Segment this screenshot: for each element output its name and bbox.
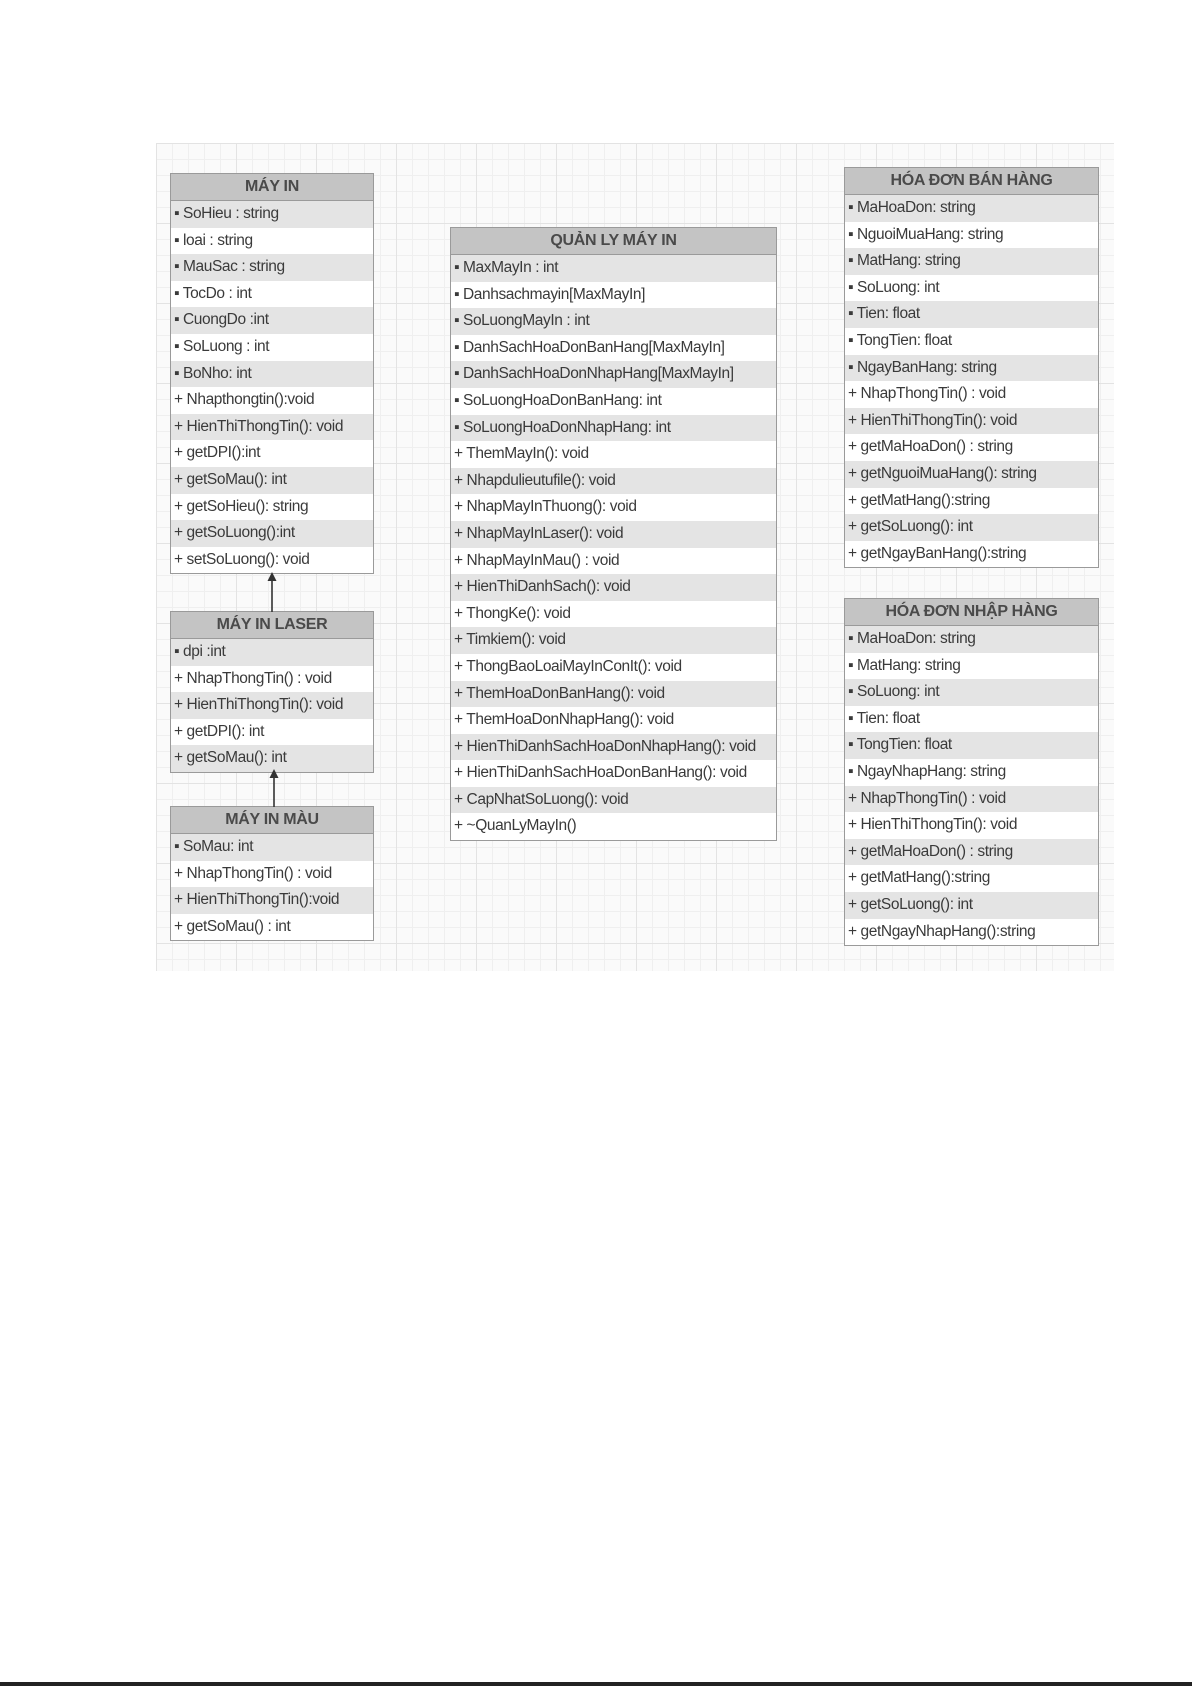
class-method: + HienThiThongTin(): void — [845, 812, 1098, 839]
class-attribute: ▪ DanhSachHoaDonNhapHang[MaxMayIn] — [451, 361, 776, 388]
class-method: + NhapThongTin() : void — [171, 666, 373, 693]
class-method: + HienThiDanhSachHoaDonNhapHang(): void — [451, 734, 776, 761]
class-attribute: ▪ SoLuongHoaDonNhapHang: int — [451, 415, 776, 442]
class-method: + getMatHang():string — [845, 488, 1098, 515]
class-hoa-don-ban-hang — [844, 167, 1099, 568]
class-method: + NhapMayInThuong(): void — [451, 494, 776, 521]
page-bottom-rule — [0, 1682, 1192, 1686]
class-method: + getSoLuong(): int — [845, 514, 1098, 541]
class-attribute: ▪ SoHieu : string — [171, 201, 373, 228]
class-method: + getSoLuong(): int — [845, 892, 1098, 919]
class-attribute: ▪ TongTien: float — [845, 328, 1098, 355]
class-method: + HienThiThongTin(): void — [171, 414, 373, 441]
class-title: MÁY IN LASER — [171, 612, 373, 639]
class-attribute: ▪ SoMau: int — [171, 834, 373, 861]
class-attribute: ▪ SoLuongMayIn : int — [451, 308, 776, 335]
class-method: + getMatHang():string — [845, 865, 1098, 892]
class-method: + NhapMayInLaser(): void — [451, 521, 776, 548]
class-method: + Nhapdulieutufile(): void — [451, 468, 776, 495]
class-method: + getDPI(): int — [171, 719, 373, 746]
class-attribute: ▪ TocDo : int — [171, 281, 373, 308]
inheritance-arrow-mau-to-laser — [264, 769, 284, 809]
class-title: HÓA ĐƠN NHẬP HÀNG — [845, 599, 1098, 626]
class-method: + ThemMayIn(): void — [451, 441, 776, 468]
class-method: + HienThiThongTin():void — [171, 887, 373, 914]
class-method: + getSoMau() : int — [171, 914, 373, 941]
class-method: + ThongBaoLoaiMayInConIt(): void — [451, 654, 776, 681]
class-hoa-don-nhap-hang — [844, 598, 1099, 946]
class-attribute: ▪ Tien: float — [845, 301, 1098, 328]
class-method: + getSoMau(): int — [171, 745, 373, 772]
class-method: + Timkiem(): void — [451, 627, 776, 654]
class-quan-ly-may-in — [450, 227, 777, 841]
inheritance-arrow-laser-to-mayin — [262, 572, 282, 614]
class-method: + NhapMayInMau() : void — [451, 548, 776, 575]
class-attribute: ▪ DanhSachHoaDonBanHang[MaxMayIn] — [451, 335, 776, 362]
class-method: + getSoLuong():int — [171, 520, 373, 547]
class-method: + getNgayBanHang():string — [845, 541, 1098, 568]
class-method: + NhapThongTin() : void — [171, 861, 373, 888]
class-title: MÁY IN MÀU — [171, 807, 373, 834]
class-method: + HienThiDanhSachHoaDonBanHang(): void — [451, 760, 776, 787]
class-attribute: ▪ MaHoaDon: string — [845, 626, 1098, 653]
class-may-in-laser — [170, 611, 374, 773]
class-attribute: ▪ MauSac : string — [171, 254, 373, 281]
class-method: + HienThiDanhSach(): void — [451, 574, 776, 601]
class-method: + NhapThongTin() : void — [845, 381, 1098, 408]
class-method: + getMaHoaDon() : string — [845, 434, 1098, 461]
class-attribute: ▪ Danhsachmayin[MaxMayIn] — [451, 282, 776, 309]
class-attribute: ▪ MatHang: string — [845, 653, 1098, 680]
class-attribute: ▪ dpi :int — [171, 639, 373, 666]
class-method: + ~QuanLyMayIn() — [451, 813, 776, 840]
class-may-in-mau — [170, 806, 374, 941]
class-attribute: ▪ SoLuong : int — [171, 334, 373, 361]
class-title: QUẢN LY MÁY IN — [451, 228, 776, 255]
class-title: HÓA ĐƠN BÁN HÀNG — [845, 168, 1098, 195]
class-attribute: ▪ BoNho: int — [171, 361, 373, 388]
class-attribute: ▪ NgayBanHang: string — [845, 355, 1098, 382]
class-attribute: ▪ SoLuong: int — [845, 275, 1098, 302]
class-method: + getNgayNhapHang():string — [845, 919, 1098, 946]
class-method: + HienThiThongTin(): void — [845, 408, 1098, 435]
class-method: + NhapThongTin() : void — [845, 786, 1098, 813]
class-may-in — [170, 173, 374, 574]
class-attribute: ▪ CuongDo :int — [171, 307, 373, 334]
class-method: + getDPI():int — [171, 440, 373, 467]
class-method: + HienThiThongTin(): void — [171, 692, 373, 719]
class-method: + ThemHoaDonBanHang(): void — [451, 681, 776, 708]
class-method: + setSoLuong(): void — [171, 547, 373, 574]
class-attribute: ▪ TongTien: float — [845, 732, 1098, 759]
class-title: MÁY IN — [171, 174, 373, 201]
class-method: + getSoMau(): int — [171, 467, 373, 494]
class-attribute: ▪ loai : string — [171, 228, 373, 255]
class-method: + getNguoiMuaHang(): string — [845, 461, 1098, 488]
class-attribute: ▪ SoLuongHoaDonBanHang: int — [451, 388, 776, 415]
class-attribute: ▪ NgayNhapHang: string — [845, 759, 1098, 786]
class-method: + getSoHieu(): string — [171, 494, 373, 521]
class-method: + Nhapthongtin():void — [171, 387, 373, 414]
class-attribute: ▪ NguoiMuaHang: string — [845, 222, 1098, 249]
class-attribute: ▪ SoLuong: int — [845, 679, 1098, 706]
class-method: + CapNhatSoLuong(): void — [451, 787, 776, 814]
class-attribute: ▪ MaxMayIn : int — [451, 255, 776, 282]
class-method: + ThongKe(): void — [451, 601, 776, 628]
class-attribute: ▪ MatHang: string — [845, 248, 1098, 275]
class-method: + getMaHoaDon() : string — [845, 839, 1098, 866]
class-method: + ThemHoaDonNhapHang(): void — [451, 707, 776, 734]
class-attribute: ▪ Tien: float — [845, 706, 1098, 733]
class-attribute: ▪ MaHoaDon: string — [845, 195, 1098, 222]
